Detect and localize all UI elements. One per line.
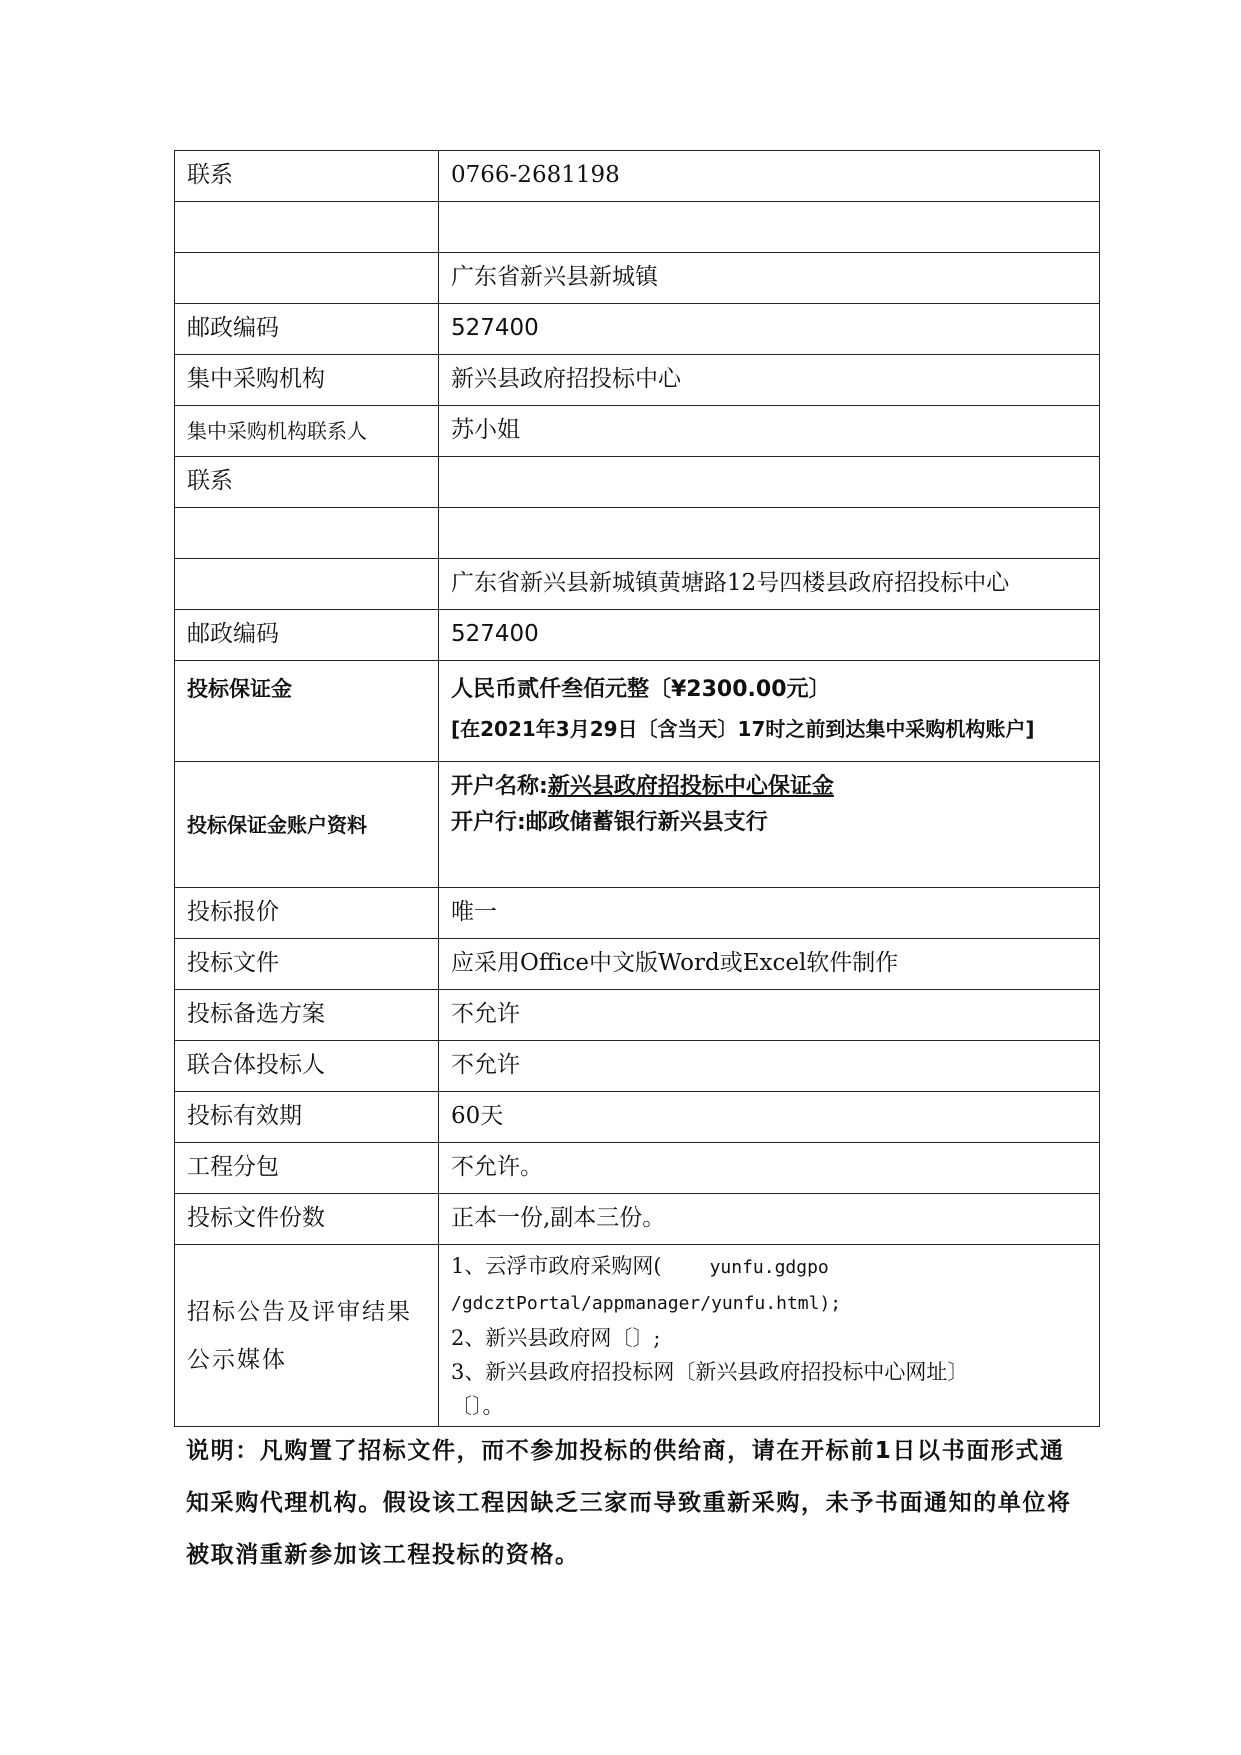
row-label: 投标报价 — [175, 888, 439, 939]
media-line-3: 2、新兴县政府网〔〕; — [451, 1325, 661, 1350]
media-url-1: yunfu.gdgpo — [709, 1256, 829, 1278]
table-row — [175, 1041, 1100, 1092]
account-name-prefix: 开户名称: — [451, 774, 548, 799]
row-label: 投标文件 — [175, 939, 439, 990]
table-row — [175, 355, 1100, 406]
row-value: 新兴县政府招投标中心 — [439, 355, 1100, 406]
account-row — [175, 762, 1100, 888]
row-value — [439, 457, 1100, 508]
table-row — [175, 559, 1100, 610]
media-label-cell — [175, 1245, 439, 1427]
table-row — [175, 939, 1100, 990]
row-value: 0766-2681198 — [439, 151, 1100, 202]
row-value: 应采用Office中文版Word或Excel软件制作 — [439, 939, 1100, 990]
account-bank: 开户行:邮政储蓄银行新兴县支行 — [451, 810, 768, 836]
row-value: 不允许 — [439, 990, 1100, 1041]
row-label — [175, 202, 439, 253]
row-label: 集中采购机构联系人 — [175, 406, 439, 457]
media-label-line: 招标公告及评审结果 — [187, 1298, 412, 1325]
media-url-2: /gdcztPortal/appmanager/yunfu.html); — [451, 1292, 842, 1314]
row-label: 联系 — [175, 151, 439, 202]
row-value: 正本一份,副本三份。 — [439, 1194, 1100, 1245]
row-value: 527400 — [439, 610, 1100, 661]
table-row — [175, 304, 1100, 355]
table-row — [175, 1143, 1100, 1194]
table-row — [175, 457, 1100, 508]
row-value: 唯一 — [439, 888, 1100, 939]
row-label — [175, 253, 439, 304]
row-label — [175, 508, 439, 559]
tender-info-table — [174, 150, 1100, 1427]
table-row — [175, 253, 1100, 304]
row-value: 广东省新兴县新城镇黄塘路12号四楼县政府招投标中心 — [439, 559, 1100, 610]
row-value: 527400 — [439, 304, 1100, 355]
row-label: 投标备选方案 — [175, 990, 439, 1041]
table-row — [175, 406, 1100, 457]
row-value: 不允许 — [439, 1041, 1100, 1092]
row-label: 联系 — [175, 457, 439, 508]
table-row — [175, 151, 1100, 202]
row-label: 投标有效期 — [175, 1092, 439, 1143]
deposit-deadline: [在2021年3月29日〔含当天〕17时之前到达集中采购机构账户] — [451, 717, 1035, 742]
table-row — [175, 888, 1100, 939]
row-value — [439, 202, 1100, 253]
table-row — [175, 508, 1100, 559]
account-value-cell — [439, 762, 1100, 888]
table-row — [175, 1092, 1100, 1143]
media-site-1: 1、云浮市政府采购网( — [451, 1253, 662, 1278]
row-label: 集中采购机构 — [175, 355, 439, 406]
account-name — [451, 774, 1087, 800]
account-name-value: 新兴县政府招投标中心保证金 — [547, 774, 834, 799]
row-label: 工程分包 — [175, 1143, 439, 1194]
table-row — [175, 1194, 1100, 1245]
row-value — [439, 508, 1100, 559]
explanation-note: 说明：凡购置了招标文件，而不参加投标的供给商，请在开标前1日以书面形式通知采购代理机构。假设该工程因缺乏三家而导致重新采购，未予书面通知的单位将被取消重新参加该工程投标的资格。 — [186, 1438, 1072, 1568]
media-value-cell — [439, 1245, 1100, 1427]
media-line-4: 3、新兴县政府招投标网〔新兴县政府招投标中心网址〕 — [451, 1359, 969, 1384]
media-label-line: 公示媒体 — [187, 1346, 287, 1373]
table-row — [175, 610, 1100, 661]
media-line-1 — [451, 1249, 1087, 1285]
row-label: 邮政编码 — [175, 304, 439, 355]
row-value: 60天 — [439, 1092, 1100, 1143]
row-label: 投标文件份数 — [175, 1194, 439, 1245]
table-row — [175, 202, 1100, 253]
row-value: 不允许。 — [439, 1143, 1100, 1194]
deposit-label: 投标保证金 — [175, 661, 439, 762]
media-line-2 — [451, 1285, 1087, 1321]
row-label: 邮政编码 — [175, 610, 439, 661]
table-row — [175, 990, 1100, 1041]
row-label — [175, 559, 439, 610]
row-label: 联合体投标人 — [175, 1041, 439, 1092]
deposit-row — [175, 661, 1100, 762]
row-value: 苏小姐 — [439, 406, 1100, 457]
media-line-5: 〔〕。 — [451, 1393, 504, 1418]
deposit-amount: 人民币贰仟叁佰元整〔¥2300.00元〕 — [451, 677, 831, 702]
media-row — [175, 1245, 1100, 1427]
row-value: 广东省新兴县新城镇 — [439, 253, 1100, 304]
account-label: 投标保证金账户资料 — [175, 762, 439, 888]
deposit-value-cell — [439, 661, 1100, 762]
